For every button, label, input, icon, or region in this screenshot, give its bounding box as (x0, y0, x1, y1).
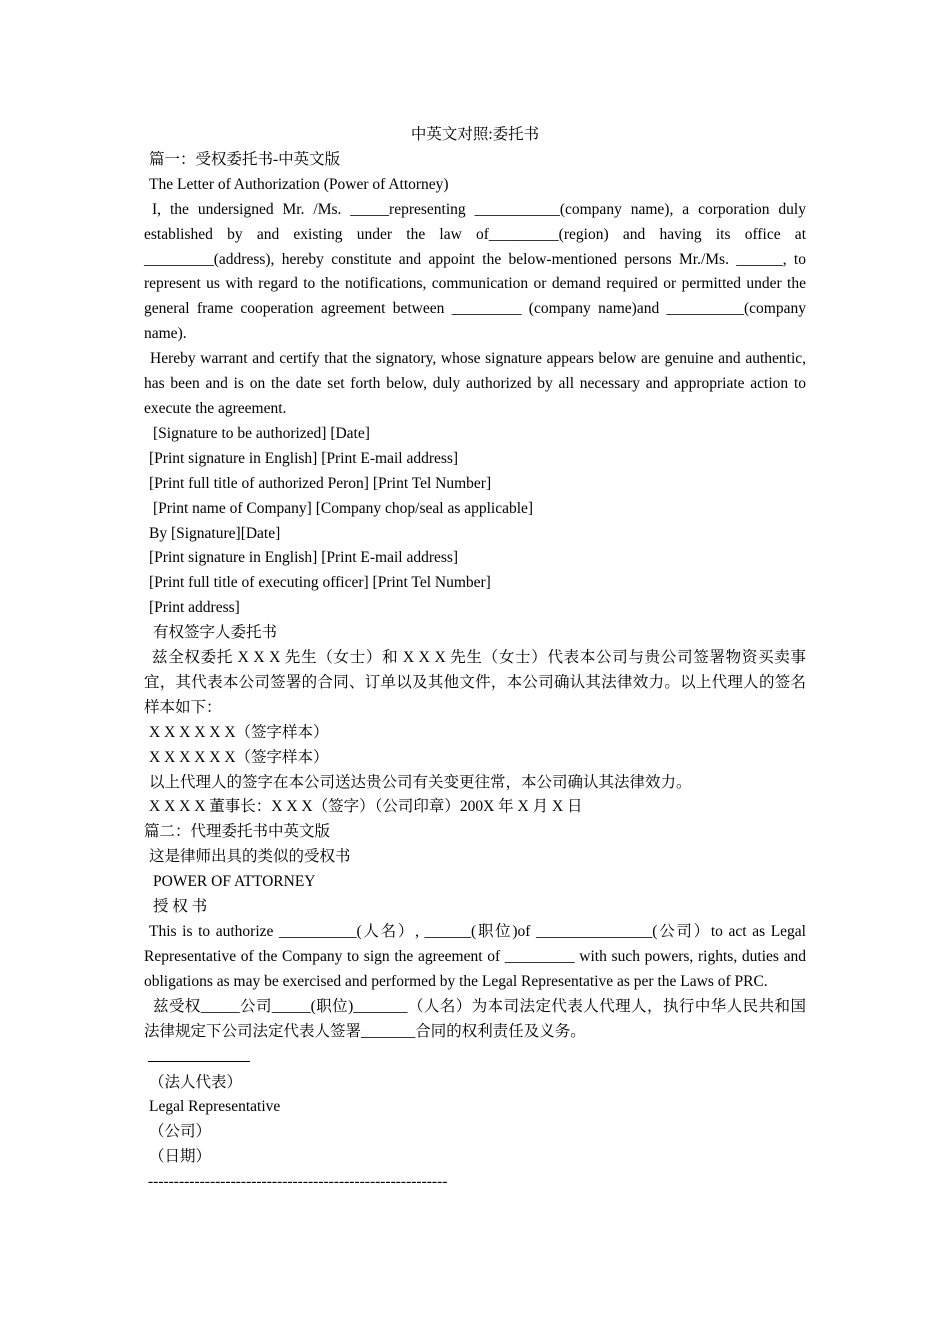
dashed-separator: ---------------------------------------------------------- (148, 1173, 448, 1191)
chairman-signature-line: X X X X 董事长：X X X（签字）（公司印章）200X 年 X 月 X 日 (149, 798, 583, 816)
signature-line: By [Signature][Date] (149, 524, 281, 542)
poa-paragraph: This is to authorize __________(人名）, ______(职位)of _______________(公司）to act as Legal Representative of the Company to sign the agreement of _________ with such powers, rights, duties and obligations as may be exercised and performed by the Legal Representative as per the Laws of PRC. (144, 923, 806, 990)
power-of-attorney-cn-title: 授 权 书 (153, 898, 208, 916)
cn-authorization-heading: 有权签字人委托书 (153, 624, 278, 642)
section1-heading: 篇一：受权委托书-中英文版 (149, 150, 341, 168)
warranty-paragraph: Hereby warrant and certify that the signatory, whose signature appears below are genuine and authentic, has been and is on the date set forth below, duly authorized by all necessary and appropriate action to execute the agreement. (144, 350, 806, 417)
legal-rep-en-label: Legal Representative (149, 1098, 281, 1116)
english-letter-title: The Letter of Authorization (Power of Attorney) (149, 175, 449, 193)
cn-authorization-paragraph: 兹全权委托 X X X 先生（女士）和 X X X 先生（女士）代表本公司与贵公司签署物资买卖事宜，其代表本公司签署的合同、订单以及其他文件，本公司确认其法律效力。以上代理人的签名样本如下： (144, 649, 806, 716)
date-cn-label: （日期） (149, 1148, 212, 1166)
company-cn-label: （公司） (149, 1123, 212, 1141)
signature-blank-line (148, 1046, 250, 1062)
signature-sample-line: X X X X X X（签字样本） (149, 723, 329, 741)
signature-line: [Print signature in English] [Print E-mail address] (149, 549, 459, 567)
signature-line: [Print signature in English] [Print E-mail address] (149, 449, 459, 467)
signature-line: [Signature to be authorized] [Date] (153, 424, 370, 442)
section2-heading: 篇二：代理委托书中英文版 (144, 823, 331, 841)
section2-note: 这是律师出具的类似的受权书 (149, 848, 351, 866)
signature-line: [Print address] (149, 599, 240, 617)
signature-line: [Print full title of executing officer] [Print Tel Number] (149, 574, 491, 592)
cn-confirmation-paragraph: 以上代理人的签字在本公司送达贵公司有关变更往常，本公司确认其法律效力。 (149, 773, 692, 791)
power-of-attorney-title: POWER OF ATTORNEY (153, 873, 316, 891)
signature-line: [Print full title of authorized Peron] [Print Tel Number] (149, 474, 492, 492)
authorization-paragraph: I, the undersigned Mr. /Ms. _____representing ___________(company name), a corporation duly established by and existing under the law of_________(region) and having its office at _________(address), hereby constitute and appoint the below-mentioned persons Mr./Ms. ______, to represent us with regard to the notifications, communication or demand required or permitted under the general frame cooperation agreement between _________ (company name)and __________(company name). (144, 200, 806, 343)
cn-poa-paragraph: 兹受权_____公司_____(职位)_______（人名）为本司法定代表人代理人，执行中华人民共和国法律规定下公司法定代表人签署_______合同的权利责任及义务。 (144, 997, 806, 1040)
signature-sample-line: X X X X X X（签字样本） (149, 748, 329, 766)
legal-rep-cn-label: （法人代表） (149, 1073, 243, 1091)
signature-line: [Print name of Company] [Company chop/seal as applicable] (153, 499, 534, 517)
document-title: 中英文对照:委托书 (410, 126, 540, 143)
document-page (144, 123, 806, 1195)
